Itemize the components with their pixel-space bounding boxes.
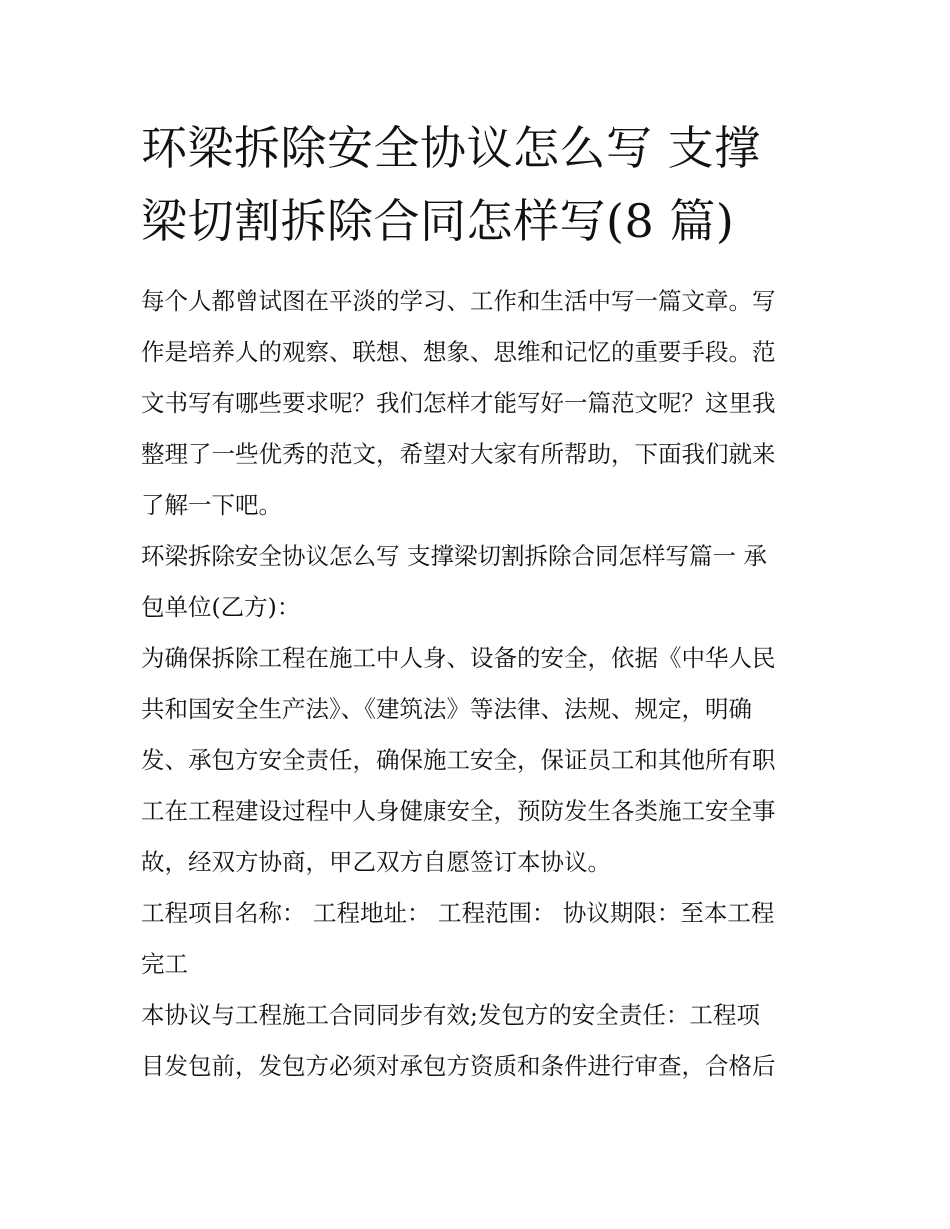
document-body — [141, 112, 813, 1092]
paragraph-responsibility: 本协议与工程施工合同同步有效;发包方的安全责任：工程项 目发包前，发包方必须对承包方资质和条件进行审查，合格后 — [141, 1001, 776, 1080]
paragraph-project-info: 工程项目名称： 工程地址： 工程范围： 协议期限：至本工程 完工 — [141, 899, 775, 978]
document-title: 环梁拆除安全协议怎么写 支撑 梁切割拆除合同怎样写(8 篇) — [141, 121, 761, 248]
paragraph-section-heading: 环梁拆除安全协议怎么写 支撑梁切割拆除合同怎样写篇一 承 包单位(乙方)： — [141, 542, 767, 621]
paragraph-purpose: 为确保拆除工程在施工中人身、设备的安全，依据《中华人民 共和国安全生产法》、《建筑法》等法律、法规、规定，明确 发、承包方安全责任，确保施工安全，保证员工和其他所有职 工在工程建设过程中人身健康安全，预防发生各类施工安全事 故，经双方协商，甲乙双方自愿签订本协议。 — [141, 644, 776, 876]
paragraph-intro: 每个人都曾试图在平淡的学习、工作和生活中写一篇文章。写 作是培养人的观察、联想、想象、思维和记忆的重要手段。范 文书写有哪些要求呢？我们怎样才能写好一篇范文呢？这里我 整理了一些优秀的范文，希望对大家有所帮助，下面我们就来 了解一下吧。 — [141, 287, 776, 519]
